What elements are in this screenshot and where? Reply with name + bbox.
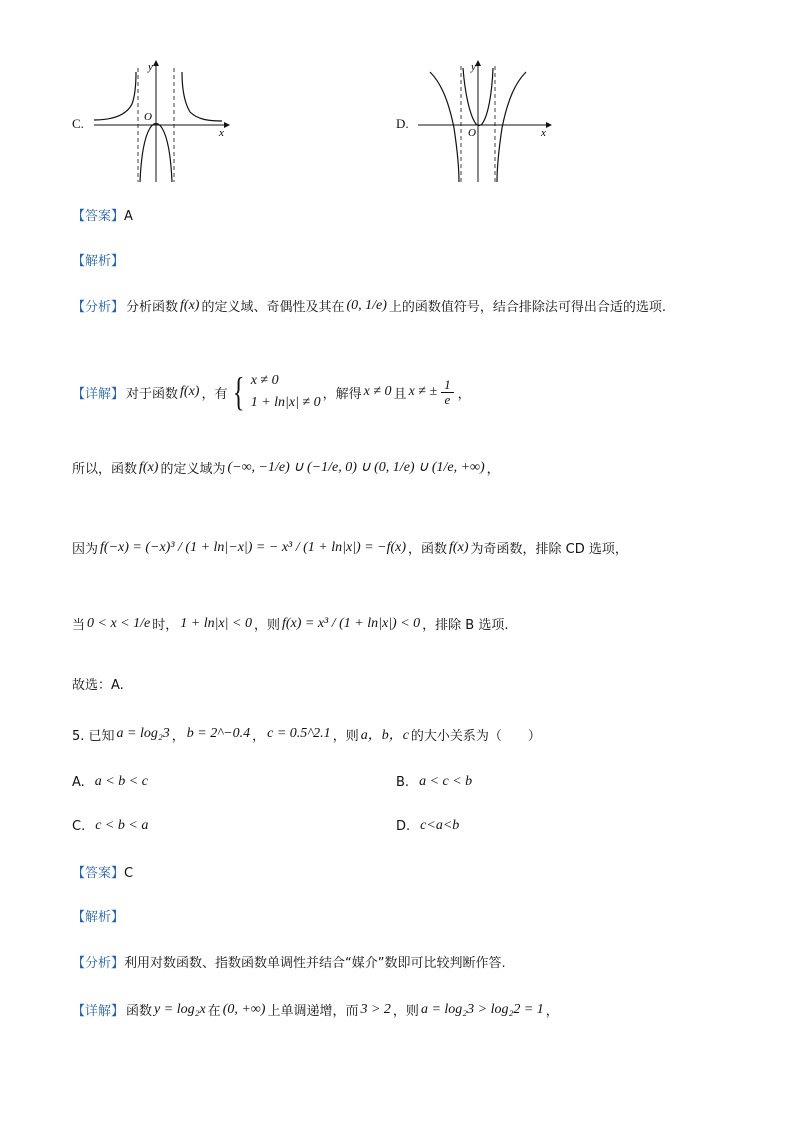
- q4-answer-tag: 【答案】: [72, 209, 125, 224]
- q5-detail-tag: 【详解】: [72, 1004, 125, 1019]
- q4-sign-text-2: 时，: [152, 618, 179, 633]
- q5-stem-c: c = 0.5^2.1: [267, 726, 331, 741]
- graph-c-y-label: y: [148, 61, 153, 73]
- q4-sign-line: [72, 614, 509, 633]
- q4-detail-text-1: 对于函数: [126, 386, 179, 402]
- q5-detail-text-4: ，则: [392, 1004, 419, 1019]
- q5-detail-result: a = log₂3 > log₂2 = 1: [420, 1001, 544, 1017]
- q5-fenxi-line: [72, 952, 506, 971]
- q4-system-brace: {: [233, 369, 245, 415]
- q4-detail-sol-1: x ≠ 0: [363, 384, 392, 400]
- q4-comma: ，: [457, 386, 471, 402]
- q4-sign-eq: f(x) = x³ / (1 + ln|x|) < 0: [281, 615, 421, 631]
- graph-c: [92, 58, 232, 188]
- q4-detail-text-2: ，有: [201, 386, 228, 402]
- q5-answer-line: [72, 862, 133, 881]
- q4-answer: A: [124, 209, 133, 224]
- q4-sign-cond: 0 < x < 1/e: [87, 615, 151, 631]
- q4-sign-text-4: ，排除 B 选项.: [422, 618, 509, 633]
- q4-answer-line: [72, 205, 133, 224]
- q5-option-d-text: c<a<b: [420, 818, 460, 833]
- q4-cond-2: 1 + ln|x| ≠ 0: [250, 395, 321, 411]
- q4-sign-text-3: ，则: [253, 618, 280, 633]
- q5-stem-vars: a，b，c: [360, 728, 409, 743]
- q5-stem: [72, 724, 541, 744]
- q5-option-b: [396, 774, 472, 790]
- q5-detail-text-3: 上单调递增，而: [267, 1004, 359, 1019]
- q4-odd-line: [72, 538, 628, 557]
- q5-detail-text-1: 函数: [126, 1004, 153, 1019]
- q5-option-b-text: a < c < b: [419, 774, 473, 789]
- q5-option-b-label: B.: [396, 774, 410, 790]
- q4-domain-line: [72, 458, 500, 477]
- q4-domain-text-1: 所以，函数: [72, 462, 138, 477]
- q5-answer-tag: 【答案】: [72, 866, 125, 881]
- q5-fenxi-tag: 【分析】: [72, 956, 125, 971]
- q5-detail-interval: (0, +∞): [222, 1001, 266, 1017]
- q5-option-d-label: D.: [396, 818, 411, 834]
- q5-stem-a: a = log₂3: [116, 726, 170, 741]
- q5-analysis-tag: 【解析】: [72, 910, 125, 925]
- q5-detail-line: [72, 1000, 559, 1019]
- q5-sep-1: ，: [171, 728, 185, 744]
- q4-odd-text-2: ，函数: [408, 542, 448, 557]
- q4-odd-fx: f(x): [449, 539, 469, 555]
- q4-domain-fx: f(x): [139, 459, 159, 475]
- graph-c-origin: O: [144, 111, 152, 123]
- q5-option-c-label: C.: [72, 818, 86, 834]
- q4-cond-1: x ≠ 0: [250, 373, 279, 388]
- q5-stem-b: b = 2^−0.4: [186, 726, 251, 741]
- q5-sep-2: ，: [252, 728, 266, 744]
- graph-d: [416, 58, 556, 188]
- q4-odd-text-1: 因为: [72, 542, 99, 557]
- q4-sign-ln: 1 + ln|x| < 0: [180, 615, 252, 631]
- q4-fenxi-interval: (0, 1/e): [346, 297, 387, 313]
- q4-fenxi-text-3: 上的函数值符号，结合排除法可得出合适的选项.: [388, 300, 667, 315]
- q5-option-a: [72, 774, 148, 790]
- q4-odd-eq: f(−x) = (−x)³ / (1 + ln|−x|) = − x³ / (1 + ln|x|) = −f(x): [100, 539, 407, 555]
- graph-d-right-branch: [497, 72, 526, 182]
- q4-conclusion: 故选：A.: [72, 678, 124, 693]
- q5-option-d: [396, 818, 459, 834]
- q4-odd-text-3: 为奇函数，排除 CD 选项，: [470, 542, 628, 557]
- option-d-label: D.: [396, 116, 409, 131]
- q4-detail-text-4: 且: [393, 386, 407, 402]
- graph-d-left-branch: [430, 72, 459, 182]
- q4-one-over-e: $\frac{1}{e}$: [441, 378, 454, 406]
- q4-detail-fx: f(x): [180, 384, 200, 400]
- q5-fenxi-text: 利用对数函数、指数函数单调性并结合“媒介”数即可比较判断作答.: [124, 956, 506, 971]
- q4-domain-text-2: 的定义域为: [160, 462, 226, 477]
- q5-option-c-text: c < b < a: [95, 818, 149, 833]
- graph-c-left-branch: [94, 72, 136, 120]
- q4-fenxi-line: [72, 296, 666, 315]
- q4-analysis-tag: 【解析】: [72, 254, 125, 269]
- q5-option-c: [72, 818, 148, 834]
- q5-detail-fn: y = log₂x: [154, 1001, 206, 1017]
- q5-answer: C: [124, 866, 134, 881]
- q5-stem-2: ，则: [332, 728, 359, 744]
- q5-stem-1: 5. 已知: [72, 728, 115, 744]
- q4-sign-text-1: 当: [72, 618, 86, 633]
- q4-fenxi-tag: 【分析】: [72, 300, 125, 315]
- option-c-label: C.: [72, 116, 84, 131]
- q4-detail-sol-2: x ≠ ±: [408, 384, 438, 400]
- q5-detail-end: ，: [545, 1004, 559, 1019]
- q4-detail-text-3: ，解得: [322, 386, 362, 402]
- graph-c-right-branch: [182, 72, 222, 121]
- q4-domain-comma: ，: [486, 462, 500, 477]
- q5-option-a-text: a < b < c: [94, 774, 148, 789]
- q5-detail-ineq: 3 > 2: [360, 1001, 391, 1017]
- q4-condition-system: [251, 370, 321, 415]
- q4-detail-tag: 【详解】: [72, 386, 125, 402]
- q4-domain-set: (−∞, −1/e) ∪ (−1/e, 0) ∪ (0, 1/e) ∪ (1/e, +∞): [227, 460, 485, 475]
- q4-fenxi-text-1: 分析函数: [126, 300, 179, 315]
- graph-c-x-label: x: [219, 127, 224, 139]
- graph-d-origin: O: [468, 127, 476, 139]
- graph-d-y-label: y: [471, 61, 476, 73]
- q5-stem-3: 的大小关系为（ ）: [410, 728, 541, 744]
- q4-fenxi-fx: f(x): [180, 297, 200, 313]
- q4-fenxi-text-2: 的定义域、奇偶性及其在: [201, 300, 345, 315]
- q5-option-a-label: A.: [72, 774, 85, 790]
- q4-detail-line-1: [72, 370, 471, 415]
- q5-detail-text-2: 在: [207, 1004, 221, 1019]
- graph-d-x-label: x: [541, 127, 546, 139]
